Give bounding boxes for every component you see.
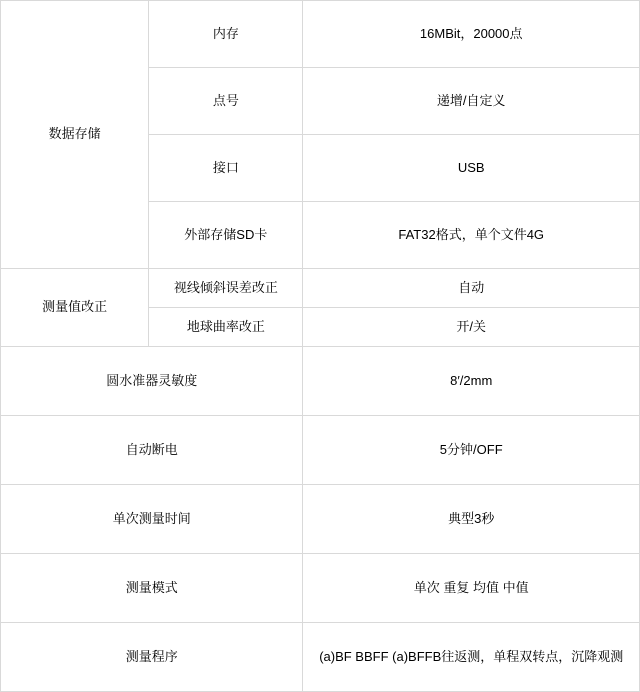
table-row bbox=[1, 554, 640, 623]
row-value-point-number: 递增/自定义 bbox=[303, 68, 640, 135]
row-category-measurement-mode: 测量模式 bbox=[1, 554, 303, 623]
table-row bbox=[1, 269, 640, 308]
row-item-line-of-sight-tilt-correction: 视线倾斜误差改正 bbox=[149, 269, 303, 308]
row-category-auto-power-off: 自动断电 bbox=[1, 416, 303, 485]
table-row bbox=[1, 1, 640, 68]
row-category-circular-level-sensitivity: 圆水准器灵敏度 bbox=[1, 347, 303, 416]
row-value-measurement-program: (a)BF BBFF (a)BFFB往返测，单程双转点，沉降观测 bbox=[303, 623, 640, 692]
row-value-memory: 16MBit，20000点 bbox=[303, 1, 640, 68]
row-value-external-sd-storage: FAT32格式，单个文件4G bbox=[303, 202, 640, 269]
specification-table-body bbox=[1, 1, 640, 692]
row-item-earth-curvature-correction: 地球曲率改正 bbox=[149, 308, 303, 347]
row-item-memory: 内存 bbox=[149, 1, 303, 68]
row-value-earth-curvature-correction: 开/关 bbox=[303, 308, 640, 347]
row-item-point-number: 点号 bbox=[149, 68, 303, 135]
table-row bbox=[1, 416, 640, 485]
row-value-auto-power-off: 5分钟/OFF bbox=[303, 416, 640, 485]
row-category-measurement-correction: 测量值改正 bbox=[1, 269, 149, 347]
table-row bbox=[1, 485, 640, 554]
row-value-line-of-sight-tilt-correction: 自动 bbox=[303, 269, 640, 308]
row-item-external-sd-storage: 外部存储SD卡 bbox=[149, 202, 303, 269]
row-category-measurement-program: 测量程序 bbox=[1, 623, 303, 692]
table-row bbox=[1, 623, 640, 692]
row-value-measurement-mode: 单次 重复 均值 中值 bbox=[303, 554, 640, 623]
row-value-circular-level-sensitivity: 8′/2mm bbox=[303, 347, 640, 416]
row-value-interface: USB bbox=[303, 135, 640, 202]
row-category-single-measurement-time: 单次测量时间 bbox=[1, 485, 303, 554]
row-item-interface: 接口 bbox=[149, 135, 303, 202]
row-category-data-storage: 数据存储 bbox=[1, 1, 149, 269]
row-value-single-measurement-time: 典型3秒 bbox=[303, 485, 640, 554]
table-row bbox=[1, 347, 640, 416]
